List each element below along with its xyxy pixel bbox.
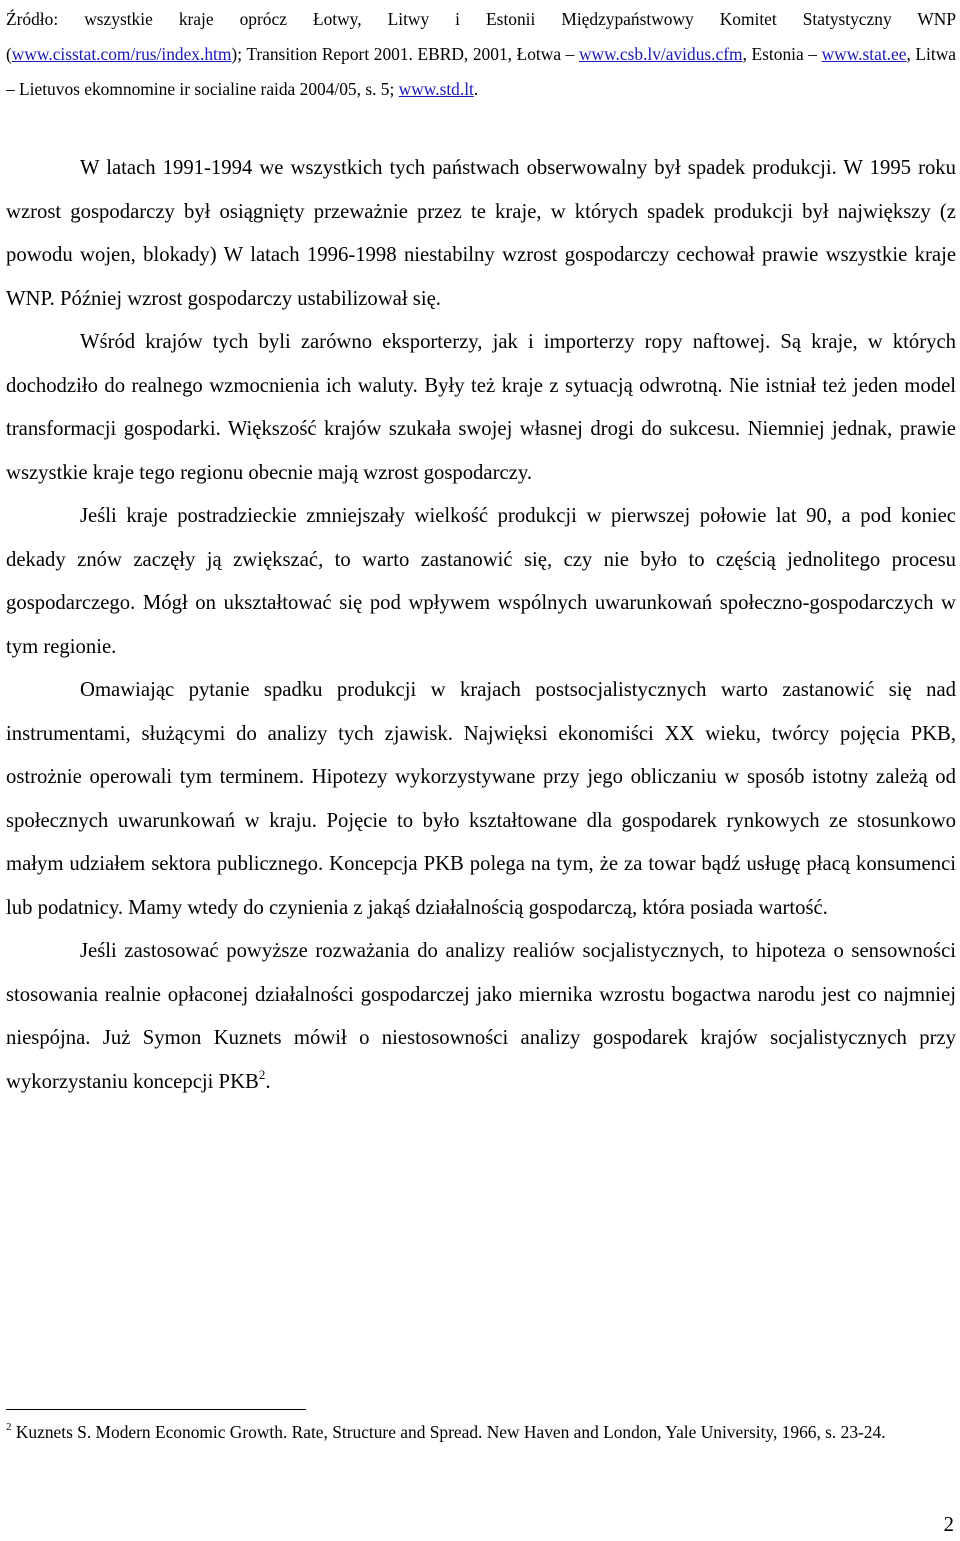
paragraph-3: Jeśli kraje postradzieckie zmniejszały wielkość produkcji w pierwszej połowie lat 90, a pod koniec dekady znów zaczęły ją zwiększać, to warto zastanowić się, czy nie było to częścią jednolitego procesu gospodarczego. Mógł on ukształtować się pod wpływem wspólnych uwarunkowań społeczno-gospodarczych w tym regionie. — [6, 505, 956, 658]
paragraph-5-text: Jeśli zastosować powyższe rozważania do analizy realiów socjalistycznych, to hipoteza o sensowności stosowania realnie opłaconej działalności gospodarczej jako miernika wzrostu bogactwa narodu jest co najmniej niespójna. Już Symon Kuznets mówił o niestosowności analizy gospodarek krajów socjalistycznych przy wykorzystaniu koncepcji PKB — [6, 940, 956, 1093]
source-link-stat-ee[interactable]: www.stat.ee — [821, 44, 907, 64]
paragraph-4: Omawiając pytanie spadku produkcji w krajach postsocjalistycznych warto zastanowić się nad instrumentami, służącymi do analizy tych zjawisk. Najwięksi ekonomiści XX wieku, twórcy pojęcia PKB, ostrożnie operowali tym terminem. Hipotezy wykorzystywane przy jego obliczaniu w sposób istotny zależą od społecznych uwarunkowań w kraju. Pojęcie to było kształtowane dla gospodarek rynkowych ze stosunkowo małym udziałem sektora publicznego. Koncepcja PKB polega na tym, że za towar bądź usługę płacą konsumenci lub podatnicy. Mamy wtedy do czynienia z jakąś działalnością gospodarczą, która posiada wartość. — [6, 679, 956, 919]
source-link-csb[interactable]: www.csb.lv/avidus.cfm — [578, 44, 743, 64]
footnote — [6, 1420, 946, 1445]
paragraph-5 — [6, 930, 956, 1104]
source-note — [6, 2, 956, 107]
paragraph-2: Wśród krajów tych byli zarówno eksporterzy, jak i importerzy ropy naftowej. Są kraje, w których dochodziło do realnego wzmocnienia ich waluty. Były też kraje z sytuacją odwrotną. Nie istniał też jeden model transformacji gospodarki. Większość krajów szukała swojej własnej drogi do sukcesu. Niemniej jednak, prawie wszystkie kraje tego regionu obecnie mają wzrost gospodarczy. — [6, 331, 956, 484]
source-note-lead: Źródło: wszystkie kraje oprócz Łotwy, Litwy i Estonii Międzypaństwowy Komitet Statystyczny WNP ( — [6, 9, 956, 64]
page-number: 2 — [943, 1514, 954, 1536]
source-link-cisstat[interactable]: www.cisstat.com/rus/index.htm — [11, 44, 232, 64]
source-note-mid2: , Estonia – — [742, 44, 822, 64]
footnote-separator — [6, 1409, 306, 1410]
body-text — [6, 147, 956, 1104]
source-note-mid1: ); Transition Report 2001. EBRD, 2001, Łotwa – — [231, 44, 579, 64]
source-note-mid3: , Litwa – Lietuvos ekomnomine ir socialine raida 2004/05, s. 5; — [6, 44, 956, 99]
source-link-std-lt[interactable]: www.std.lt — [398, 79, 474, 99]
paragraph-1: W latach 1991-1994 we wszystkich tych państwach obserwowalny był spadek produkcji. W 1995 roku wzrost gospodarczy był osiągnięty przeważnie przez te kraje, w których spadek produkcji był największy (z powodu wojen, blokady) W latach 1996-1998 niestabilny wzrost gospodarczy cechował prawie wszystkie kraje WNP. Później wzrost gospodarczy ustabilizował się. — [6, 157, 956, 310]
footnote-number: 2 — [6, 1421, 12, 1433]
paragraph-5-end: . — [265, 1070, 271, 1093]
source-note-tail: . — [473, 79, 479, 99]
footnote-reference[interactable]: 2 — [258, 1066, 266, 1082]
footnote-text: Kuznets S. Modern Economic Growth. Rate, Structure and Spread. New Haven and London, Yale University, 1966, s. 23-24. — [11, 1422, 886, 1442]
